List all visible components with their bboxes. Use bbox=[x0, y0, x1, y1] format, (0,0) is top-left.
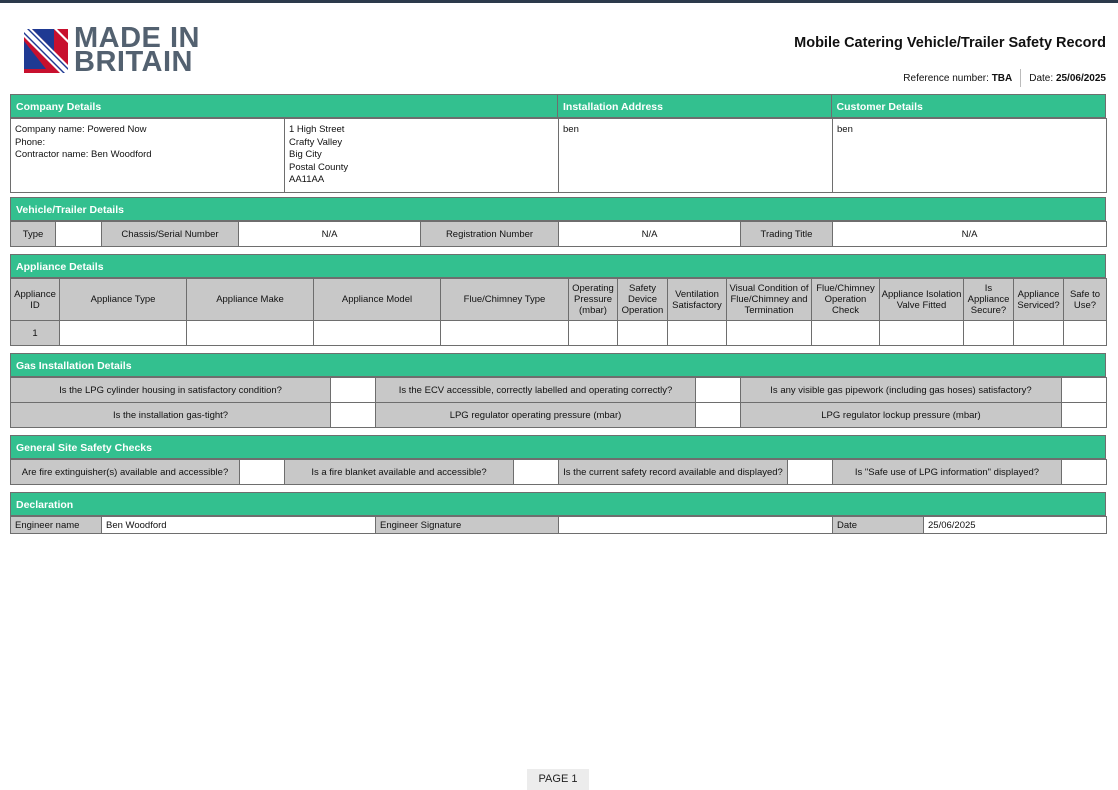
gas-question: LPG regulator operating pressure (mbar) bbox=[376, 403, 696, 428]
appliance-section-header: Appliance Details bbox=[10, 254, 1106, 278]
appliance-id-cell: 1 bbox=[11, 321, 60, 346]
registration-value: N/A bbox=[559, 222, 741, 247]
table-cell bbox=[314, 321, 441, 346]
gas-answer bbox=[1062, 378, 1107, 403]
company-details-heading: Company Details bbox=[11, 95, 558, 117]
page-number: PAGE 1 bbox=[527, 769, 589, 790]
table-cell bbox=[618, 321, 668, 346]
column-header: Safety Device Operation bbox=[618, 279, 668, 321]
vehicle-section bbox=[10, 197, 1106, 247]
installation-address-value: ben bbox=[559, 119, 833, 193]
gas-question: Is the ECV accessible, correctly labelled and operating correctly? bbox=[376, 378, 696, 403]
address-line: 1 High Street bbox=[289, 124, 345, 135]
made-in-britain-logo bbox=[24, 22, 200, 78]
column-header: Appliance Make bbox=[187, 279, 314, 321]
column-header: Visual Condition of Flue/Chimney and Termination bbox=[727, 279, 812, 321]
site-question: Is a fire blanket available and accessible? bbox=[285, 460, 514, 485]
gas-section-header: Gas Installation Details bbox=[10, 353, 1106, 377]
logo-line-1: MADE IN bbox=[74, 22, 200, 54]
table-cell bbox=[569, 321, 618, 346]
trading-title-value: N/A bbox=[833, 222, 1107, 247]
column-header: Is Appliance Secure? bbox=[964, 279, 1014, 321]
site-question: Are fire extinguisher(s) available and accessible? bbox=[11, 460, 240, 485]
declaration-section-header: Declaration bbox=[10, 492, 1106, 516]
gas-answer bbox=[331, 403, 376, 428]
address-line: Crafty Valley bbox=[289, 136, 343, 148]
gas-answer bbox=[696, 403, 741, 428]
engineer-name-value: Ben Woodford bbox=[102, 517, 376, 534]
column-header: Appliance Serviced? bbox=[1014, 279, 1064, 321]
declaration-date-value: 25/06/2025 bbox=[924, 517, 1107, 534]
engineer-signature-value bbox=[559, 517, 833, 534]
column-header: Appliance Type bbox=[60, 279, 187, 321]
site-section bbox=[10, 435, 1106, 485]
table-cell bbox=[964, 321, 1014, 346]
appliance-section bbox=[10, 254, 1106, 346]
table-cell bbox=[1014, 321, 1064, 346]
site-section-header: General Site Safety Checks bbox=[10, 435, 1106, 459]
column-header: Ventilation Satisfactory bbox=[668, 279, 727, 321]
column-header: Flue/Chimney Operation Check bbox=[812, 279, 880, 321]
company-table bbox=[10, 118, 1107, 193]
document-title: Mobile Catering Vehicle/Trailer Safety Record bbox=[794, 35, 1106, 51]
vehicle-table bbox=[10, 221, 1107, 247]
column-header: Appliance ID bbox=[11, 279, 60, 321]
table-cell bbox=[812, 321, 880, 346]
site-answer bbox=[788, 460, 833, 485]
type-label: Type bbox=[11, 222, 56, 247]
gas-question: Is the LPG cylinder housing in satisfactory condition? bbox=[11, 378, 331, 403]
table-cell bbox=[187, 321, 314, 346]
address-line: Postal County bbox=[289, 161, 349, 173]
site-answer bbox=[240, 460, 285, 485]
table-row bbox=[11, 321, 1107, 346]
company-section bbox=[10, 94, 1106, 193]
site-table bbox=[10, 459, 1107, 485]
table-cell bbox=[668, 321, 727, 346]
company-phone: Phone: bbox=[15, 136, 46, 148]
gas-question: Is the installation gas-tight? bbox=[11, 403, 331, 428]
address-line: Big City bbox=[289, 149, 322, 160]
type-value bbox=[56, 222, 102, 247]
column-header: Operating Pressure (mbar) bbox=[569, 279, 618, 321]
site-answer bbox=[514, 460, 559, 485]
site-question: Is the current safety record available and displayed? bbox=[559, 460, 788, 485]
address-line: AA11AA bbox=[289, 174, 325, 185]
installation-address-heading: Installation Address bbox=[558, 95, 832, 117]
vehicle-section-header: Vehicle/Trailer Details bbox=[10, 197, 1106, 221]
top-bar bbox=[0, 0, 1118, 3]
logo-wordmark bbox=[74, 22, 200, 78]
union-flag-icon bbox=[24, 29, 68, 73]
table-cell bbox=[60, 321, 187, 346]
gas-answer bbox=[1062, 403, 1107, 428]
trading-title-label: Trading Title bbox=[741, 222, 833, 247]
gas-question: Is any visible gas pipework (including gas hoses) satisfactory? bbox=[741, 378, 1062, 403]
registration-label: Registration Number bbox=[421, 222, 559, 247]
gas-table bbox=[10, 377, 1107, 428]
column-header: Flue/Chimney Type bbox=[441, 279, 569, 321]
company-section-header bbox=[10, 94, 1106, 118]
site-answer bbox=[1062, 460, 1107, 485]
chassis-label: Chassis/Serial Number bbox=[102, 222, 239, 247]
reference-meta bbox=[903, 69, 1106, 87]
site-question: Is "Safe use of LPG information" displayed? bbox=[833, 460, 1062, 485]
chassis-value: N/A bbox=[239, 222, 421, 247]
reference-label: Reference number: bbox=[903, 72, 989, 84]
date-value: 25/06/2025 bbox=[1055, 72, 1106, 84]
engineer-signature-label: Engineer Signature bbox=[376, 517, 559, 534]
table-cell bbox=[1064, 321, 1107, 346]
gas-question: LPG regulator lockup pressure (mbar) bbox=[741, 403, 1062, 428]
meta-divider bbox=[1020, 69, 1021, 87]
engineer-name-label: Engineer name bbox=[11, 517, 102, 534]
column-header: Safe to Use? bbox=[1064, 279, 1107, 321]
declaration-table bbox=[10, 516, 1107, 534]
company-address-cell bbox=[285, 119, 559, 193]
customer-details-value: ben bbox=[833, 119, 1107, 193]
gas-answer bbox=[696, 378, 741, 403]
reference-value: TBA bbox=[991, 72, 1013, 84]
table-cell bbox=[441, 321, 569, 346]
appliance-table bbox=[10, 278, 1107, 346]
logo-line-2: BRITAIN bbox=[74, 46, 193, 78]
table-cell bbox=[727, 321, 812, 346]
column-header: Appliance Model bbox=[314, 279, 441, 321]
customer-details-heading: Customer Details bbox=[836, 101, 923, 113]
declaration-section bbox=[10, 492, 1106, 534]
table-cell bbox=[880, 321, 964, 346]
declaration-date-label: Date bbox=[833, 517, 924, 534]
company-info-cell bbox=[11, 119, 285, 193]
gas-answer bbox=[331, 378, 376, 403]
company-name: Company name: Powered Now bbox=[15, 124, 147, 135]
column-header: Appliance Isolation Valve Fitted bbox=[880, 279, 964, 321]
date-label: Date: bbox=[1029, 72, 1054, 84]
gas-section bbox=[10, 353, 1106, 428]
contractor-name: Contractor name: Ben Woodford bbox=[15, 149, 152, 160]
